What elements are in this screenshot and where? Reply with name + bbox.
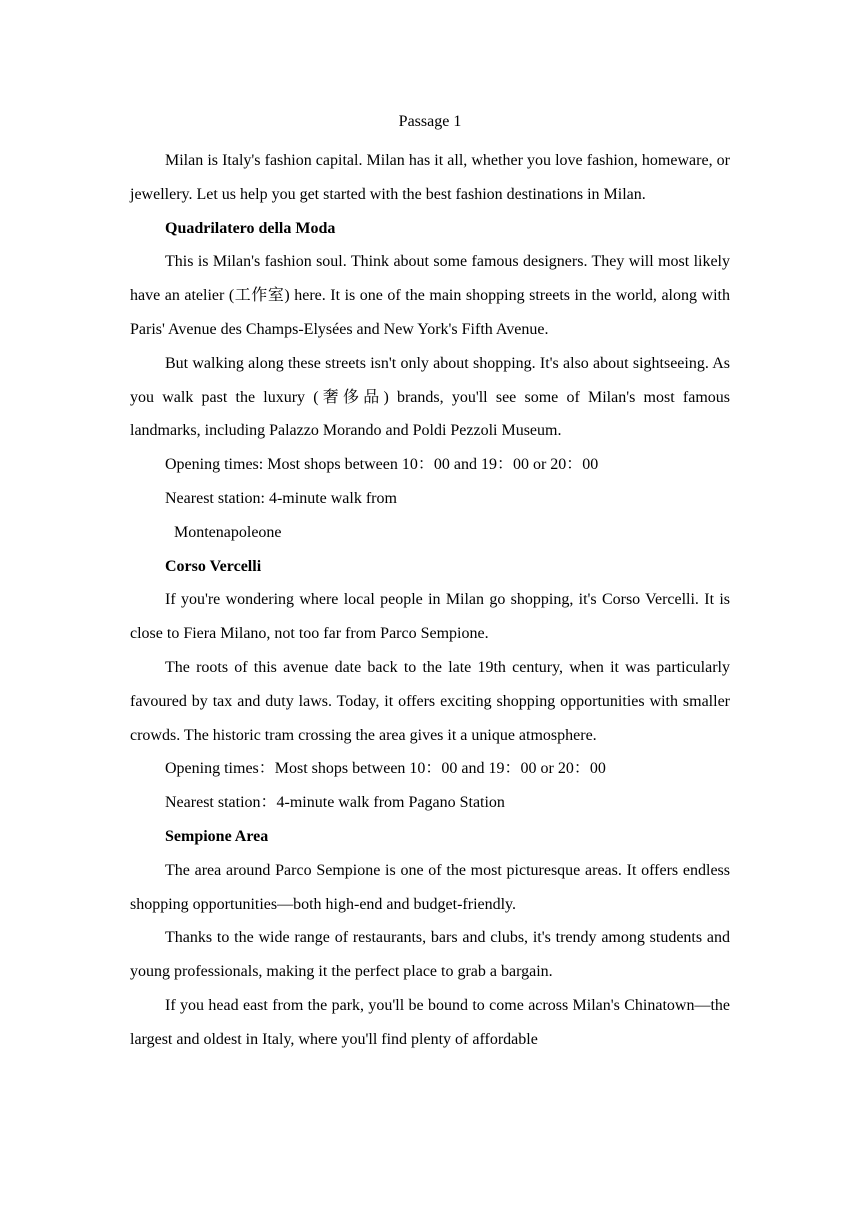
quadrilatero-paragraph-2: But walking along these streets isn't only about shopping. It's also about sightseeing. As you walk past the luxury (奢侈品) brands, you'll see some of Milan's most famous landmarks, including Palazzo Morando and Poldi Pezzoli Museum. [130, 354, 730, 440]
quadrilatero-paragraph-1: This is Milan's fashion soul. Think about some famous designers. They will most likely have an atelier (工作室) here. It is one of the main shopping streets in the world, along with Paris' Avenue des Champs-Elysées and New York's Fifth Avenue. [130, 253, 730, 338]
quadrilatero-station-name: Montenapoleone [174, 523, 282, 541]
intro-paragraph: Milan is Italy's fashion capital. Milan has it all, whether you love fashion, homeware, or jewellery. Let us help you get started with the best fashion destinations in Milan. [130, 152, 730, 203]
quadrilatero-opening-times: Opening times: Most shops between 10：00 and 19：00 or 20：00 [165, 456, 599, 474]
corso-vercelli-nearest-station: Nearest station：4-minute walk from Pagano Station [165, 794, 505, 812]
corso-vercelli-paragraph-2: The roots of this avenue date back to the late 19th century, when it was particularly favoured by tax and duty laws. Today, it offers exciting shopping opportunities with smaller crowds. The historic tram crossing the area gives it a unique atmosphere. [130, 658, 730, 744]
sempione-paragraph-3: If you head east from the park, you'll be bound to come across Milan's Chinatown—the largest and oldest in Italy, where you'll find plenty of affordable [130, 996, 730, 1048]
section-heading-sempione: Sempione Area [165, 827, 269, 845]
corso-vercelli-paragraph-1: If you're wondering where local people in Milan go shopping, it's Corso Vercelli. It is close to Fiera Milano, not too far from Parco Sempione. [130, 591, 730, 643]
sempione-paragraph-2: Thanks to the wide range of restaurants, bars and clubs, it's trendy among students and young professionals, making it the perfect place to grab a bargain. [130, 929, 730, 981]
passage-body [130, 144, 730, 1057]
corso-vercelli-opening-times: Opening times：Most shops between 10：00 and 19：00 or 20：00 [165, 760, 606, 778]
quadrilatero-nearest-station: Nearest station: 4-minute walk from [165, 489, 397, 507]
section-heading-quadrilatero: Quadrilatero della Moda [165, 219, 336, 237]
section-heading-corso-vercelli: Corso Vercelli [165, 557, 262, 575]
sempione-paragraph-1: The area around Parco Sempione is one of the most picturesque areas. It offers endless shopping opportunities—both high-end and budget-friendly. [130, 861, 730, 913]
passage-title: Passage 1 [398, 113, 462, 130]
